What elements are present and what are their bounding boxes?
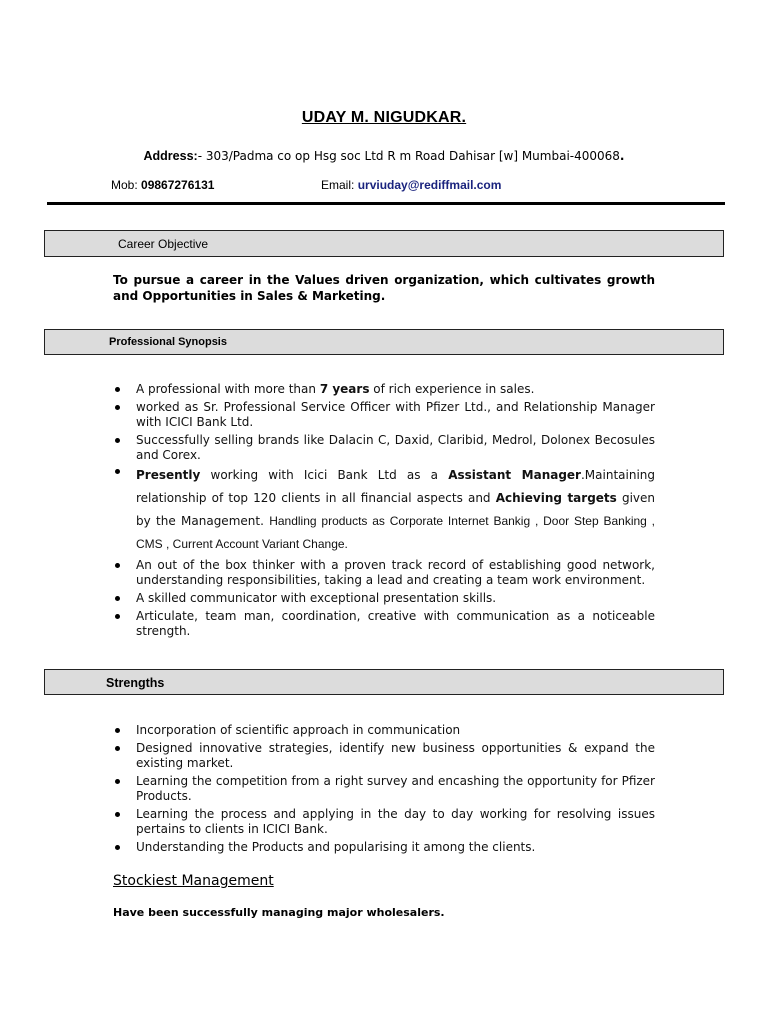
career-objective-heading: Career Objective [118,237,209,251]
mobile-number: 09867276131 [141,178,215,192]
list-item: Presently working with Icici Bank Ltd as a Assistant Manager.Maintaining relationship of top 120 clients in all financial aspects and Achieving targets given by the Management. Handling products as Corporate Internet Bankig , Door Step Banking , CMS , Current Account Variant Change. [113,464,655,556]
career-objective-header [44,230,724,257]
strengths-heading: Strengths [106,676,165,690]
list-item: Designed innovative strategies, identify new business opportunities & expand the existing market. [113,741,655,771]
address-line [0,149,768,163]
synopsis-list [113,382,655,642]
mobile-line [111,178,214,192]
list-item: Articulate, team man, coordination, creative with communication as a noticeable strength. [113,609,655,639]
header-divider [47,202,725,205]
address-label: Address: [143,149,198,163]
list-item: Learning the competition from a right survey and encashing the opportunity for Pfizer Products. [113,774,655,804]
list-item: Successfully selling brands like Dalacin C, Daxid, Claribid, Medrol, Dolonex Becosules and Corex. [113,433,655,463]
stockiest-management-heading: Stockiest Management [113,873,274,889]
strengths-list [113,723,655,858]
address-text: - 303/Padma co op Hsg soc Ltd R m Road Dahisar [w] Mumbai-400068 [197,149,620,163]
list-item: worked as Sr. Professional Service Officer with Pfizer Ltd., and Relationship Manager with ICICI Bank Ltd. [113,400,655,430]
email-link[interactable]: urviuday@rediffmail.com [357,178,502,192]
candidate-name: UDAY M. NIGUDKAR. [301,109,467,126]
stockiest-management-text: Have been successfully managing major wholesalers. [113,906,445,919]
professional-synopsis-header [44,329,724,355]
email-label: Email: [321,178,358,192]
list-item: Understanding the Products and popularising it among the clients. [113,840,655,855]
list-item: A professional with more than 7 years of rich experience in sales. [113,382,655,397]
mobile-label: Mob: [111,178,142,192]
strengths-header [44,669,724,695]
list-item: Learning the process and applying in the day to day working for resolving issues pertains to clients in ICICI Bank. [113,807,655,837]
list-item: An out of the box thinker with a proven track record of establishing good network, understanding responsibilities, taking a lead and creating a team work environment. [113,558,655,588]
career-objective-text: To pursue a career in the Values driven organization, which cultivates growth and Opportunities in Sales & Marketing. [113,273,655,303]
list-item: A skilled communicator with exceptional presentation skills. [113,591,655,606]
address-end: . [619,149,625,163]
email-line [321,178,501,192]
list-item: Incorporation of scientific approach in communication [113,723,655,738]
professional-synopsis-heading: Professional Synopsis [109,336,227,348]
